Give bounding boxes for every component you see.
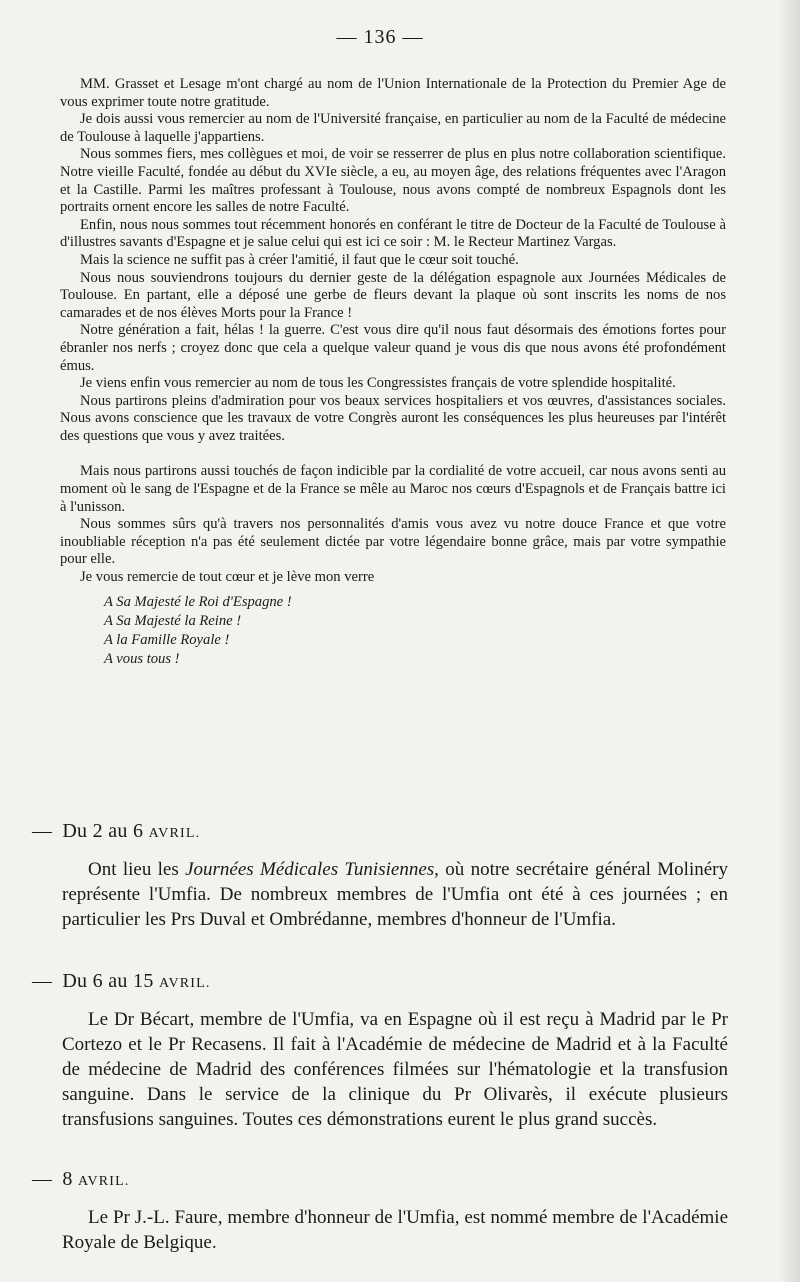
paragraph: Je viens enfin vous remercier au nom de tous les Congressistes français de votre splendide hospitalité.	[80, 375, 676, 392]
date-prefix: 8	[62, 1168, 73, 1190]
entry-body	[62, 1205, 728, 1255]
paragraph: Enfin, nous nous sommes tout récemment honorés en conférant le titre de Docteur de la Faculté de Toulouse à d'illustres savants d'Espagne et je salue celui qui est ici ce soir : M. le Recteur Martinez Vargas.	[60, 216, 726, 251]
paragraph: Nous sommes fiers, mes collègues et moi, de voir se resserrer de plus en plus notre collaboration scientifique. Notre vieille Faculté, fondée au début du XVIe siècle, a eu, au moyen âge, des relations fréquentes avec l'Aragon et la Castille. Parmi les maîtres professant à Toulouse, nous avons compté de nombreux Espagnols dont les portraits ornent encore les salles de notre Faculté.	[60, 146, 726, 216]
entry-body	[62, 1007, 728, 1132]
date-prefix: Du 6 au 15	[62, 970, 154, 992]
toast-list	[104, 593, 726, 669]
toast-line: A Sa Majesté la Reine !	[104, 612, 242, 629]
date-month: AVRIL.	[158, 976, 211, 991]
entry-text: Le Pr J.-L. Faure, membre d'honneur de l'Umfia, est nommé membre de l'Académie Royale de Belgique.	[62, 1207, 728, 1253]
entry-date: — 8 AVRIL.	[32, 1168, 130, 1190]
date-month: AVRIL.	[148, 826, 201, 841]
toast-line: A la Famille Royale !	[104, 631, 230, 648]
entry-date: — Du 2 au 6 AVRIL.	[32, 820, 201, 842]
paragraph: Je vous remercie de tout cœur et je lève mon verre	[80, 569, 375, 586]
chronicle-entry	[32, 820, 728, 932]
date-month: AVRIL.	[77, 1174, 130, 1189]
paragraph: Mais nous partirons aussi touchés de façon indicible par la cordialité de votre accueil, car nous avons senti au moment où le sang de l'Espagne et de la France se mêle au Maroc nos cœurs d'Espagnols et de Français battre ici à l'unisson.	[60, 463, 726, 515]
entry-text: Le Dr Bécart, membre de l'Umfia, va en Espagne où il est reçu à Madrid par le Pr Cortezo et le Pr Recasens. Il fait à l'Académie de médecine de Madrid et à la Faculté de médecine de Madrid des conférences filmées sur l'hématologie et la transfusion sanguine. Dans le service de la clinique du Pr Olivarès, il exécute plusieurs transfusions sanguines. Toutes ces démonstrations eurent le plus grand succès.	[62, 1009, 728, 1130]
chronicle-entry	[32, 1168, 728, 1255]
page-number: — 136 —	[336, 26, 424, 48]
entry-body	[62, 857, 728, 932]
paragraph: Notre génération a fait, hélas ! la guerre. C'est vous dire qu'il nous faut désormais des émotions fortes pour ébranler nos nerfs ; croyez donc que cela a quelque valeur quand je vous dis que nous avons été profondément émus.	[60, 322, 726, 374]
paragraph: Mais la science ne suffit pas à créer l'amitié, il faut que le cœur soit touché.	[80, 251, 519, 268]
toast-line: A vous tous !	[104, 650, 180, 667]
paragraph: Je dois aussi vous remercier au nom de l'Université française, en particulier au nom de la Faculté de médecine de Toulouse à laquelle j'appartiens.	[60, 111, 726, 145]
chronicle-entry	[32, 970, 728, 1132]
paragraph: Nous partirons pleins d'admiration pour vos beaux services hospitaliers et vos œuvres, d'assistances sociales. Nous avons conscience que les travaux de votre Congrès auront les conséquences les plus heureuses par l'intérêt des questions que vous y avez traitées.	[60, 392, 726, 444]
date-prefix: Du 2 au 6	[62, 820, 144, 842]
speech-text	[60, 76, 726, 669]
entry-date: — Du 6 au 15 AVRIL.	[32, 970, 211, 992]
paragraph: Nous sommes sûrs qu'à travers nos personnalités d'amis vous avez vu notre douce France et que votre inoubliable réception n'a pas été seulement dictée par votre légendaire bonne grâce, mais par votre sympathie pour elle.	[60, 516, 726, 568]
entry-text: , où notre secrétaire général Molinéry représente l'Umfia. De nombreux membres de l'Umfia ont été à ces journées ; en particulier les Prs Duval et Ombrédanne, membres d'honneur de l'Umfia.	[62, 859, 728, 930]
paragraph: Nous nous souviendrons toujours du dernier geste de la délégation espagnole aux Journées Médicales de Toulouse. En partant, elle a déposé une gerbe de fleurs devant la plaque où sont inscrits les noms de nos camarades et de nos élèves Morts pour la France !	[60, 269, 726, 321]
page-edge-shadow	[778, 0, 800, 1282]
paragraph: MM. Grasset et Lesage m'ont chargé au nom de l'Union Internationale de la Protection du Premier Age de vous exprimer toute notre gratitude.	[60, 76, 726, 110]
toast-line: A Sa Majesté le Roi d'Espagne !	[104, 593, 292, 610]
event-name: Journées Médicales Tunisiennes	[185, 859, 435, 880]
entry-text: Ont lieu les	[88, 859, 186, 880]
